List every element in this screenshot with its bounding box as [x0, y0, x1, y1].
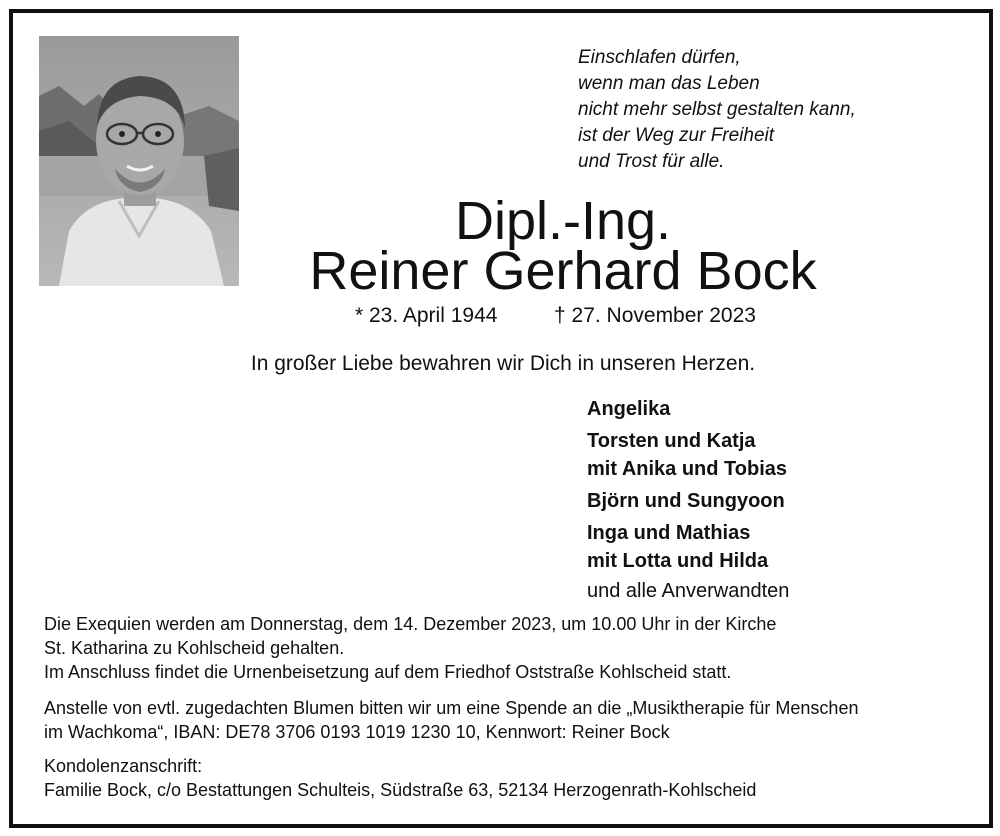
relatives-line: und alle Anverwandten — [587, 580, 790, 602]
donation-notice — [44, 696, 974, 744]
academic-title: Dipl.-Ing. — [454, 191, 672, 251]
mourner-name: Inga und Mathias — [587, 522, 751, 544]
donation-line: im Wachkoma“, IBAN: DE78 3706 0193 1019 1230 10, Kennwort: Reiner Bock — [44, 722, 670, 742]
poem-line: ist der Weg zur Freiheit — [578, 125, 775, 146]
memorial-motto: In großer Liebe bewahren wir Dich in unseren Herzen. — [250, 352, 756, 375]
mourner-name: Björn und Sungyoon — [587, 490, 785, 512]
poem — [578, 45, 856, 175]
mourners-list — [587, 395, 789, 605]
birth-date: * 23. April 1944 — [355, 304, 498, 327]
poem-line: und Trost für alle. — [578, 151, 725, 172]
portrait-photo — [39, 36, 239, 286]
service-line: Die Exequien werden am Donnerstag, dem 14. Dezember 2023, um 10.00 Uhr in der Kirche — [44, 614, 777, 634]
poem-line: wenn man das Leben — [578, 73, 760, 94]
deceased-name: Reiner Gerhard Bock — [309, 241, 817, 301]
service-line: Im Anschluss findet die Urnenbeisetzung auf dem Friedhof Oststraße Kohlscheid statt. — [44, 662, 732, 682]
mourner-name: Angelika — [587, 398, 671, 420]
service-notice — [44, 612, 974, 684]
condolence-heading: Kondolenzanschrift: — [44, 756, 203, 776]
service-line: St. Katharina zu Kohlscheid gehalten. — [44, 638, 345, 658]
mourner-name: Torsten und Katja — [587, 430, 756, 452]
poem-line: Einschlafen dürfen, — [578, 47, 741, 68]
mourner-name: mit Anika und Tobias — [587, 458, 788, 480]
condolence-address-line: Familie Bock, c/o Bestattungen Schulteis, Südstraße 63, 52134 Herzogenrath-Kohlscheid — [44, 780, 757, 800]
mourner-name: mit Lotta und Hilda — [587, 550, 769, 572]
obituary-frame — [9, 9, 993, 828]
poem-line: nicht mehr selbst gestalten kann, — [578, 99, 856, 120]
donation-line: Anstelle von evtl. zugedachten Blumen bitten wir um eine Spende an die „Musiktherapie für Menschen — [44, 698, 859, 718]
death-date: † 27. November 2023 — [554, 304, 756, 327]
condolence-address — [44, 754, 974, 802]
